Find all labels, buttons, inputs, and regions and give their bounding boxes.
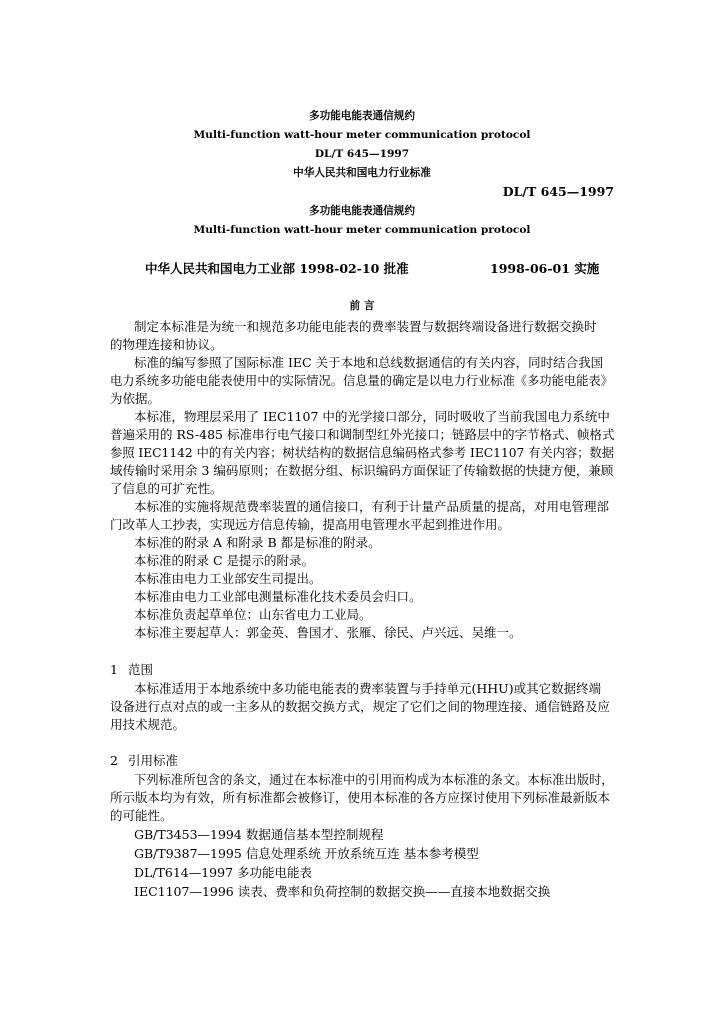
paragraph-line: 本标准由电力工业部电测量标准化技术委员会归口。 [134, 589, 422, 604]
preface-heading: 前 言 [349, 300, 375, 312]
paragraph-line: 本标准适用于本地系统中多功能电能表的费率装置与手持单元(HHU)或其它数据终端 [134, 681, 602, 696]
doc-organization: 中华人民共和国电力行业标准 [293, 167, 431, 179]
paragraph-line: 本标准由电力工业部安生司提出。 [134, 571, 322, 586]
paragraph-line: 设备进行点对点的或一主多从的数据交换方式，规定了它们之间的物理连接、通信链路及应 [110, 699, 611, 714]
doc-code: DL/T 645—1997 [314, 148, 410, 160]
doc-title-en: Multi-function watt-hour meter communication protocol [193, 129, 531, 141]
reference-item: GB/T9387—1995 信息处理系统 开放系统互连 基本参考模型 [134, 846, 479, 861]
paragraph-line: 用技术规范。 [110, 717, 186, 732]
paragraph-line: 电力系统多功能电能表使用中的实际情况。信息量的确定是以电力行业标准《多功能电能表》 [110, 374, 613, 388]
paragraph-line: 本标准负责起草单位：山东省电力工业局。 [134, 607, 372, 622]
paragraph-line: 标准的编写参照了国际标准 IEC 关于本地和总线数据通信的有关内容，同时结合我国 [134, 355, 604, 370]
implementation-line: 1998-06-01 实施 [490, 261, 600, 276]
paragraph-line: 域传输时采用余 3 编码原则；在数据分组、标识编码方面保证了传输数据的快捷方便，兼顾 [110, 463, 614, 478]
paragraph-line: 本标准，物理层采用了 IEC1107 中的光学接口部分，同时吸收了当前我国电力系统中 [134, 409, 610, 424]
doc-title-cn: 多功能电能表通信规约 [309, 110, 415, 122]
doc-code-right: DL/T 645—1997 [502, 184, 614, 199]
paragraph-line: 下列标准所包含的条文，通过在本标准中的引用而构成为本标准的条文。本标准出版时， [134, 773, 614, 787]
doc-title-en-2: Multi-function watt-hour meter communication protocol [193, 224, 531, 236]
paragraph-line: 门改革人工抄表，实现远方信息传输，提高用电管理水平起到推进作用。 [110, 517, 511, 532]
section-2-number: 2 [110, 753, 118, 768]
paragraph-line: 的可能性。 [110, 808, 173, 823]
reference-item: DL/T614—1997 多功能电能表 [134, 865, 313, 880]
paragraph-line: 了信息的可扩充性。 [110, 481, 223, 496]
paragraph-line: 普遍采用的 RS-485 标准串行电气接口和调制型红外光接口；链路层中的字节格式、帧格式 [110, 427, 615, 442]
paragraph-line: 本标准的附录 C 是提示的附录。 [134, 553, 315, 568]
paragraph-line: 的物理连接和协议。 [110, 337, 223, 352]
paragraph-line: 所示版本均为有效，所有标准都会被修订，使用本标准的各方应探讨使用下列标准最新版本 [110, 790, 611, 805]
paragraph-line: 参照 IEC1142 中的有关内容；树状结构的数据信息编码格式参考 IEC1107 有关内容；数据 [110, 446, 614, 460]
approval-line: 中华人民共和国电力工业部 1998-02-10 批准 [145, 261, 409, 276]
reference-item: IEC1107—1996 读表、费率和负荷控制的数据交换——直接本地数据交换 [134, 884, 551, 899]
section-1-number: 1 [110, 662, 118, 677]
paragraph-line: 本标准的实施将规范费率装置的通信接口，有利于计量产品质量的提高，对用电管理部 [134, 499, 610, 514]
paragraph-line: 制定本标准是为统一和规范多功能电能表的费率装置与数据终端设备进行数据交换时 [134, 319, 597, 334]
section-2-title: 引用标准 [128, 753, 179, 768]
reference-item: GB/T3453—1994 数据通信基本型控制规程 [134, 827, 384, 842]
paragraph-line: 本标准主要起草人：郭金英、鲁国才、张雁、徐民、卢兴远、吴维一。 [134, 625, 522, 640]
paragraph-line: 本标准的附录 A 和附录 B 都是标准的附录。 [134, 535, 381, 550]
doc-title-cn-2: 多功能电能表通信规约 [309, 205, 415, 217]
section-1-title: 范围 [128, 662, 154, 677]
paragraph-line: 为依据。 [110, 391, 161, 406]
